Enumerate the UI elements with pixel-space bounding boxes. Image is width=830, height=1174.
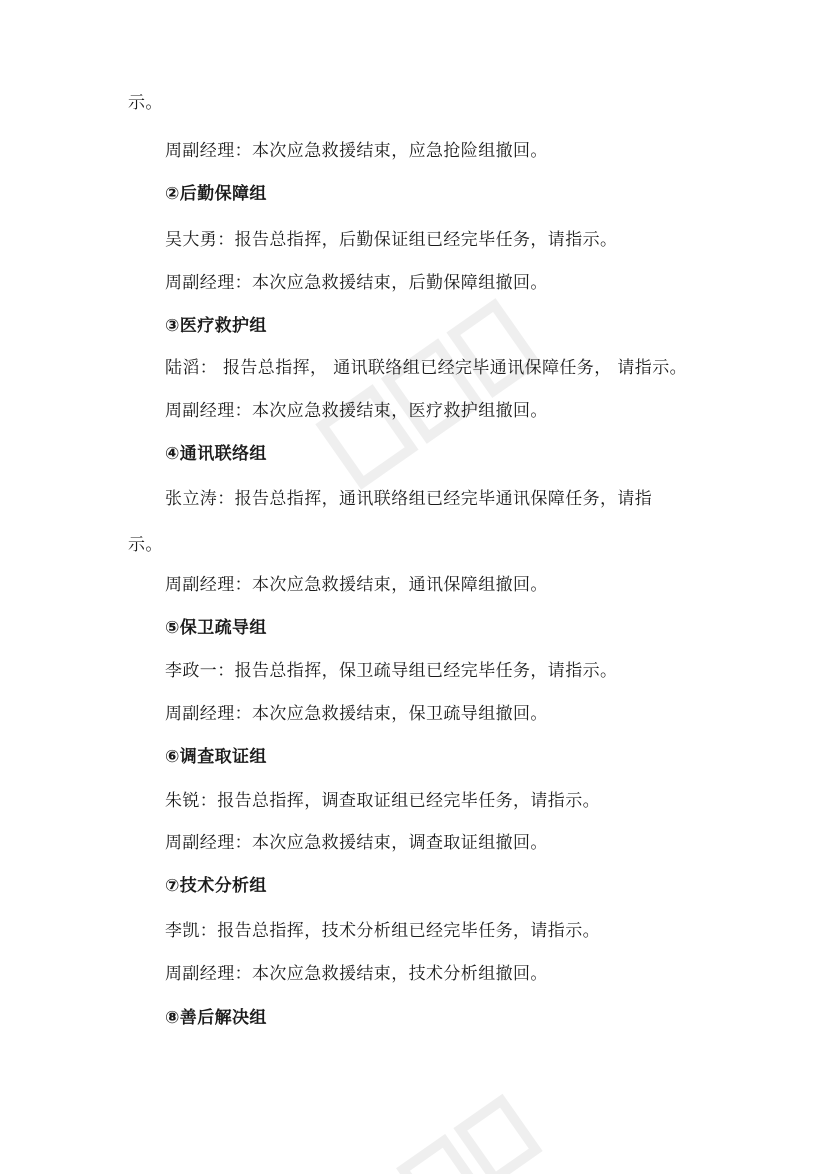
watermark-logo-bottom — [380, 1080, 580, 1174]
paragraph-line: 张立涛：报告总指挥，通讯联络组已经完毕通讯保障任务，请指 — [165, 489, 653, 509]
paragraph-line: 周副经理：本次应急救援结束，医疗救护组撤回。 — [165, 401, 548, 421]
paragraph-line: 吴大勇：报告总指挥，后勤保证组已经完毕任务，请指示。 — [165, 230, 618, 250]
section-heading-medical: ③医疗救护组 — [165, 316, 267, 336]
paragraph-continuation: 示。 — [128, 93, 163, 113]
paragraph-line: 周副经理：本次应急救援结束，技术分析组撤回。 — [165, 964, 548, 984]
section-heading-aftermath: ⑧善后解决组 — [165, 1008, 267, 1028]
paragraph-line: 周副经理：本次应急救援结束，通讯保障组撤回。 — [165, 575, 548, 595]
paragraph-line: 周副经理：本次应急救援结束，保卫疏导组撤回。 — [165, 704, 548, 724]
paragraph-continuation: 示。 — [128, 535, 163, 555]
paragraph-line: 李凯：报告总指挥，技术分析组已经完毕任务，请指示。 — [165, 921, 600, 941]
section-heading-logistics: ②后勤保障组 — [165, 184, 267, 204]
paragraph-line: 李政一：报告总指挥，保卫疏导组已经完毕任务，请指示。 — [165, 661, 618, 681]
paragraph-line: 周副经理：本次应急救援结束，调查取证组撤回。 — [165, 833, 548, 853]
paragraph-line: 朱锐：报告总指挥，调查取证组已经完毕任务，请指示。 — [165, 791, 600, 811]
paragraph-line: 周副经理：本次应急救援结束，后勤保障组撤回。 — [165, 273, 548, 293]
paragraph-line: 周副经理：本次应急救援结束，应急抢险组撤回。 — [165, 141, 548, 161]
section-heading-communication: ④通讯联络组 — [165, 444, 267, 464]
paragraph-line: 陆滔： 报告总指挥， 通讯联络组已经完毕通讯保障任务， 请指示。 — [165, 358, 688, 378]
section-heading-security: ⑤保卫疏导组 — [165, 618, 267, 638]
section-heading-technical: ⑦技术分析组 — [165, 876, 267, 896]
section-heading-investigation: ⑥调查取证组 — [165, 747, 267, 767]
